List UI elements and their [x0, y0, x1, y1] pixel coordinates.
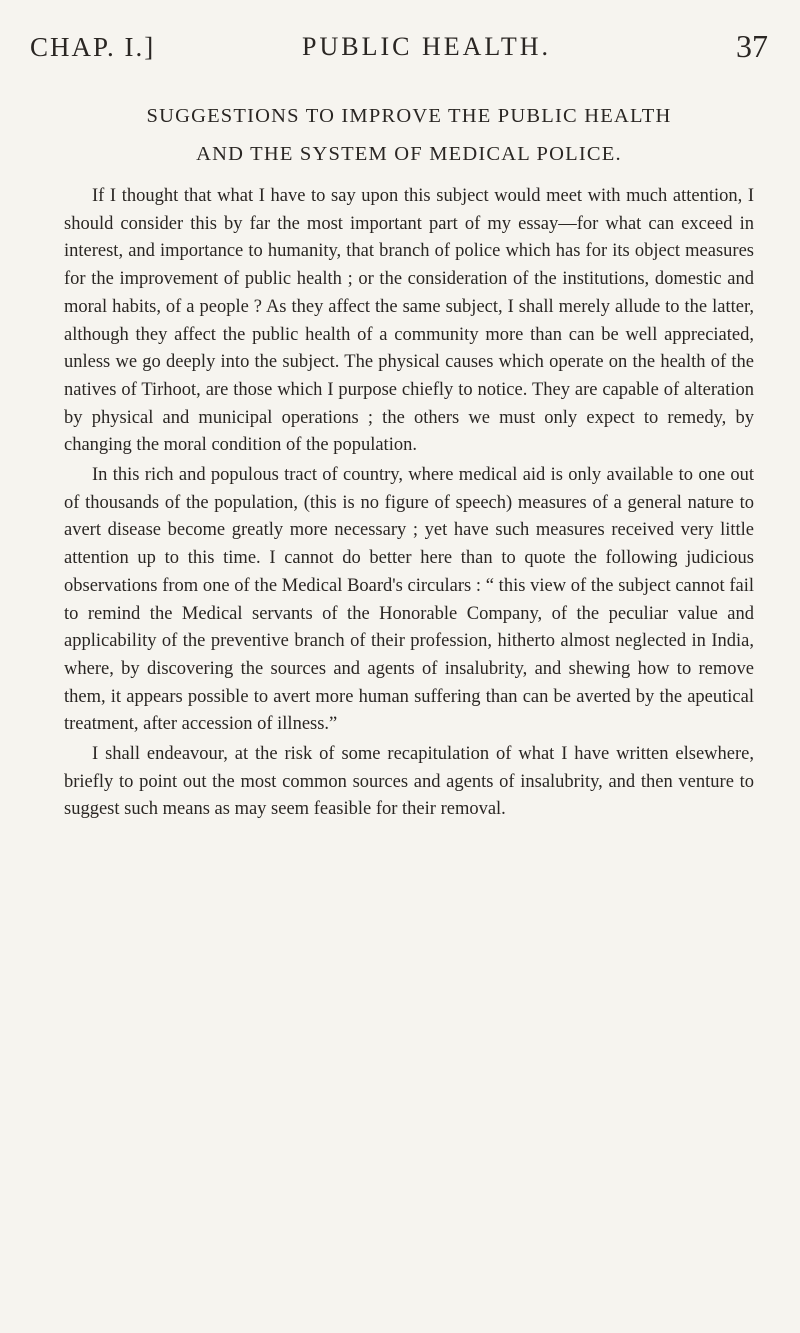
running-title: PUBLIC HEALTH. — [302, 32, 552, 61]
paragraph: If I thought that what I have to say upon this subject would meet with much attention, I should consider this by far the most important part of my essay—for what can exceed in interest, and importance to humanity, that branch of police which has for its object measures for the improvement of public health ; or the consideration of the institutions, domestic and moral habits, of a people ? As they affect the same subject, I shall merely allude to the latter, although they affect the public health of a community more than can be well appreciated, unless we go deeply into the subject. The physical causes which operate on the health of the natives of Tirhoot, are those which I purpose chiefly to notice. They are capable of alteration by physical and municipal operations ; the others we must only expect to remedy, by changing the moral condition of the population. — [64, 186, 754, 456]
paragraph: In this rich and populous tract of country, where medical aid is only available to one out of thousands of the population, (this is no figure of speech) measures of a general nature to avert disease become greatly more necessary ; yet have such measures received very little attention up to this time. I cannot do better here than to quote the following judicious observations from one of the Medical Board's circulars : “ this view of the subject cannot fail to remind the Medical servants of the Honorable Company, of the peculiar value and applicability of the preventive branch of their profession, hitherto almost neglected in India, where, by discovering the sources and agents of insalubrity, and shewing how to remove them, it appears possible to avert more human suffering than can be averted by the apeutical treatment, after accession of illness.” — [64, 465, 754, 735]
page-number: 37 — [736, 28, 768, 64]
paragraph: I shall endeavour, at the risk of some recapitulation of what I have written elsewhere, briefly to point out the most common sources and agents of insalubrity, and then venture to suggest such means as may seem feasible for their removal. — [64, 744, 754, 820]
section-heading: SUGGESTIONS TO IMPROVE THE PUBLIC HEALTH AND THE SYSTEM OF MEDICAL POLICE. — [146, 105, 672, 165]
running-head — [30, 28, 770, 72]
chapter-label: CHAP. I.] — [30, 32, 156, 62]
body-text — [64, 183, 754, 824]
